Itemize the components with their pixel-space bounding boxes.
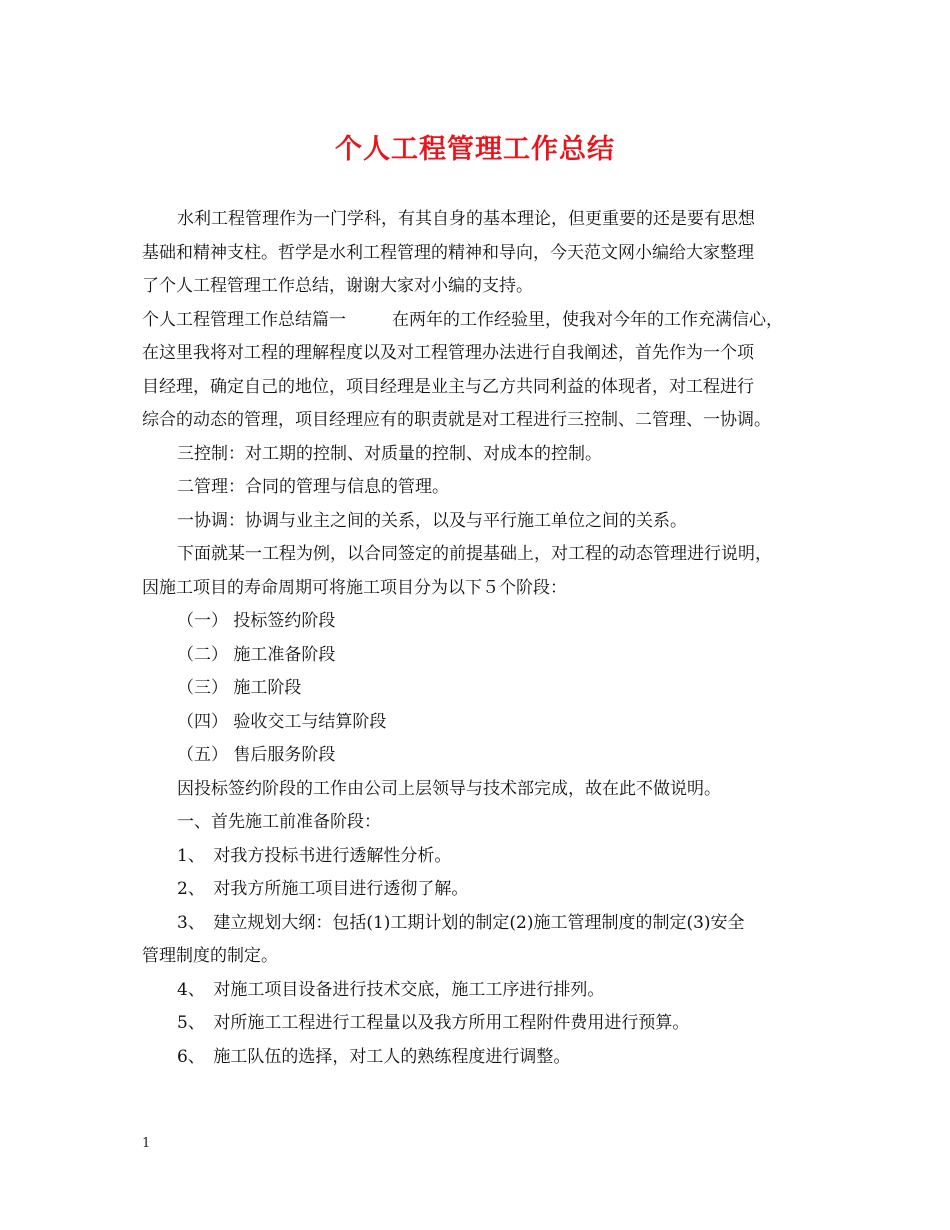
text-line bbox=[142, 1041, 822, 1075]
line-text: （五） 售后服务阶段 bbox=[177, 745, 336, 765]
line-text: （三） 施工阶段 bbox=[177, 678, 302, 698]
text-line bbox=[142, 672, 822, 706]
line-text: （一） 投标签约阶段 bbox=[177, 611, 336, 631]
line-text: 一协调：协调与业主之间的关系，以及与平行施工单位之间的关系。 bbox=[177, 510, 687, 531]
text-line bbox=[142, 639, 822, 673]
text-line bbox=[142, 203, 822, 237]
text-line bbox=[142, 840, 822, 874]
text-line bbox=[142, 304, 822, 338]
text-line bbox=[142, 739, 822, 773]
line-text: 一、首先施工前准备阶段： bbox=[177, 812, 381, 832]
text-line bbox=[142, 237, 822, 271]
line-text: 4、 对施工项目设备进行技术交底，施工工序进行排列。 bbox=[177, 979, 605, 1000]
line-text: 在这里我将对工程的理解程度以及对工程管理办法进行自我阐述，首先作为一个项 bbox=[142, 343, 754, 363]
text-line bbox=[142, 940, 822, 974]
text-line bbox=[142, 337, 822, 371]
text-line bbox=[142, 404, 822, 438]
line-text: 3、 建立规划大纲：包括(1)工期计划的制定(2)施工管理制度的制定(3)安全 bbox=[177, 912, 745, 933]
line-text: 基础和精神支柱。哲学是水利工程管理的精神和导向，今天范文网小编给大家整理 bbox=[142, 242, 754, 263]
text-line bbox=[142, 773, 822, 807]
line-text: 管理制度的制定。 bbox=[142, 946, 278, 966]
text-line bbox=[142, 572, 822, 606]
line-text: 下面就某一工程为例，以合同签定的前提基础上，对工程的动态管理进行说明， bbox=[177, 544, 772, 564]
line-text: 三控制：对工期的控制、对质量的控制、对成本的控制。 bbox=[177, 443, 602, 464]
line-text: 因施工项目的寿命周期可将施工项目分为以下５个阶段： bbox=[142, 577, 567, 598]
line-text: 1、 对我方投标书进行透解性分析。 bbox=[177, 845, 452, 866]
text-line bbox=[142, 605, 822, 639]
text-line bbox=[142, 270, 822, 304]
line-text: 了个人工程管理工作总结，谢谢大家对小编的支持。 bbox=[142, 276, 533, 296]
text-line bbox=[142, 471, 822, 505]
line-text: 因投标签约阶段的工作由公司上层领导与技术部完成，故在此不做说明。 bbox=[177, 778, 721, 799]
text-line bbox=[142, 438, 822, 472]
text-line bbox=[142, 907, 822, 941]
line-text: 6、 施工队伍的选择，对工人的熟练程度进行调整。 bbox=[177, 1046, 571, 1067]
text-line bbox=[142, 706, 822, 740]
line-text: 目经理，确定自己的地位，项目经理是业主与乙方共同利益的体现者，对工程进行 bbox=[142, 376, 754, 397]
text-line bbox=[142, 806, 822, 840]
line-text: （二） 施工准备阶段 bbox=[177, 644, 336, 665]
line-text: 在两年的工作经验里，使我对今年的工作充满信心， bbox=[392, 309, 783, 330]
page-number: 1 bbox=[142, 1136, 151, 1151]
line-text: 2、 对我方所施工项目进行透彻了解。 bbox=[177, 879, 469, 899]
line-text: 综合的动态的管理，项目经理应有的职责就是对工程进行三控制、二管理、一协调。 bbox=[142, 410, 771, 430]
text-line bbox=[142, 371, 822, 405]
document-title: 个人工程管理工作总结 bbox=[335, 134, 615, 165]
document-body bbox=[142, 203, 822, 1074]
text-line bbox=[142, 974, 822, 1008]
text-line bbox=[142, 538, 822, 572]
line-text: 二管理：合同的管理与信息的管理。 bbox=[177, 477, 449, 497]
line-text: 水利工程管理作为一门学科，有其自身的基本理论，但更重要的还是要有思想 bbox=[177, 209, 755, 229]
line-text: 5、 对所施工工程进行工程量以及我方所用工程附件费用进行预算。 bbox=[177, 1013, 690, 1033]
text-line bbox=[142, 1007, 822, 1041]
text-line bbox=[142, 505, 822, 539]
text-line bbox=[142, 873, 822, 907]
section-heading: 个人工程管理工作总结篇一 bbox=[142, 309, 346, 330]
line-text: （四） 验收交工与结算阶段 bbox=[177, 711, 387, 732]
